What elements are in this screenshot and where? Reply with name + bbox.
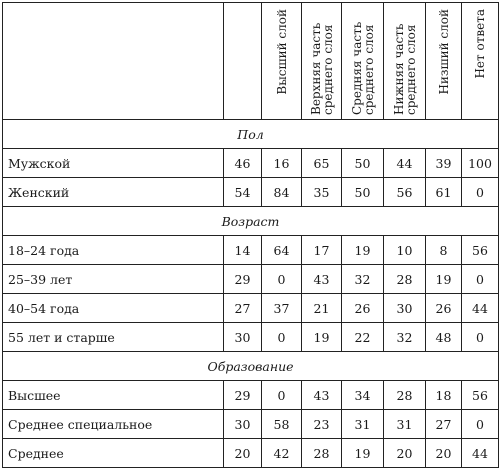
table-cell: 30 (224, 410, 262, 439)
table-cell: 19 (342, 439, 384, 468)
table-cell: 19 (302, 323, 342, 352)
table-cell: 22 (342, 323, 384, 352)
table-cell: 65 (302, 149, 342, 178)
header-label: Средняя часть среднего слоя (349, 21, 376, 115)
header-cell-lower-class (426, 3, 462, 120)
data-table (2, 2, 499, 468)
table-cell: 48 (426, 323, 462, 352)
table-cell: 20 (426, 439, 462, 468)
table-cell: 19 (342, 236, 384, 265)
table-row (3, 265, 499, 294)
table-cell: 0 (462, 178, 499, 207)
table-cell: 31 (342, 410, 384, 439)
table-cell: 42 (262, 439, 302, 468)
table-row (3, 439, 499, 468)
table-cell: 19 (426, 265, 462, 294)
section-title: Пол (3, 120, 499, 149)
table-cell: 34 (342, 381, 384, 410)
table-cell: 46 (224, 149, 262, 178)
table-cell: 10 (384, 236, 426, 265)
row-label: 25–39 лет (3, 265, 224, 294)
table-cell: 0 (262, 265, 302, 294)
row-label: Среднее специальное (3, 410, 224, 439)
table-cell: 44 (462, 439, 499, 468)
header-label: Низший слой (436, 9, 451, 95)
header-cell-upper-middle (302, 3, 342, 120)
table-row (3, 381, 499, 410)
table-cell: 17 (302, 236, 342, 265)
table-cell: 35 (302, 178, 342, 207)
header-total-cell (224, 3, 262, 120)
table-cell: 64 (262, 236, 302, 265)
row-label: 40–54 года (3, 294, 224, 323)
header-row (3, 3, 499, 120)
table-row (3, 410, 499, 439)
table-cell: 21 (302, 294, 342, 323)
table-cell: 29 (224, 381, 262, 410)
table-cell: 30 (384, 294, 426, 323)
header-label: Высший слой (274, 9, 289, 95)
table-cell: 56 (462, 236, 499, 265)
table-row (3, 323, 499, 352)
header-cell-lower-middle (384, 3, 426, 120)
table-cell: 56 (384, 178, 426, 207)
table-cell: 56 (462, 381, 499, 410)
header-label: Нет ответа (473, 9, 487, 79)
table-cell: 0 (262, 381, 302, 410)
table-cell: 100 (462, 149, 499, 178)
table-cell: 0 (462, 323, 499, 352)
table-cell: 26 (342, 294, 384, 323)
table-row (3, 178, 499, 207)
table-cell: 54 (224, 178, 262, 207)
table-cell: 28 (384, 381, 426, 410)
table-cell: 0 (462, 410, 499, 439)
row-label: 55 лет и старше (3, 323, 224, 352)
header-label: Нижняя часть среднего слоя (391, 23, 418, 115)
table-cell: 58 (262, 410, 302, 439)
table-cell: 14 (224, 236, 262, 265)
header-corner-cell (3, 3, 224, 120)
table-cell: 37 (262, 294, 302, 323)
table-cell: 32 (384, 323, 426, 352)
table-cell: 23 (302, 410, 342, 439)
section-header-row (3, 352, 499, 381)
table-cell: 20 (224, 439, 262, 468)
table-cell: 16 (262, 149, 302, 178)
table-cell: 18 (426, 381, 462, 410)
table-row (3, 149, 499, 178)
row-label: Мужской (3, 149, 224, 178)
section-title: Возраст (3, 207, 499, 236)
table-cell: 32 (342, 265, 384, 294)
table-cell: 0 (262, 323, 302, 352)
section-header-row (3, 207, 499, 236)
table-cell: 44 (462, 294, 499, 323)
row-label: 18–24 года (3, 236, 224, 265)
header-cell-middle-middle (342, 3, 384, 120)
table-cell: 44 (384, 149, 426, 178)
table-cell: 61 (426, 178, 462, 207)
row-label: Среднее (3, 439, 224, 468)
table-cell: 26 (426, 294, 462, 323)
table-cell: 43 (302, 381, 342, 410)
table-cell: 0 (462, 265, 499, 294)
table-cell: 20 (384, 439, 426, 468)
table-cell: 8 (426, 236, 462, 265)
table-cell: 28 (302, 439, 342, 468)
table-row (3, 236, 499, 265)
header-label: Верхняя часть среднего слоя (308, 22, 335, 115)
table-cell: 50 (342, 178, 384, 207)
header-cell-no-answer (462, 3, 499, 120)
row-label: Высшее (3, 381, 224, 410)
table-cell: 30 (224, 323, 262, 352)
section-title: Образование (3, 352, 499, 381)
table-cell: 50 (342, 149, 384, 178)
table-cell: 31 (384, 410, 426, 439)
table-cell: 43 (302, 265, 342, 294)
table-cell: 39 (426, 149, 462, 178)
row-label: Женский (3, 178, 224, 207)
header-cell-upper-class (262, 3, 302, 120)
section-header-row (3, 120, 499, 149)
table-cell: 27 (224, 294, 262, 323)
table-row (3, 294, 499, 323)
table-cell: 28 (384, 265, 426, 294)
table-cell: 84 (262, 178, 302, 207)
table-cell: 29 (224, 265, 262, 294)
table-cell: 27 (426, 410, 462, 439)
